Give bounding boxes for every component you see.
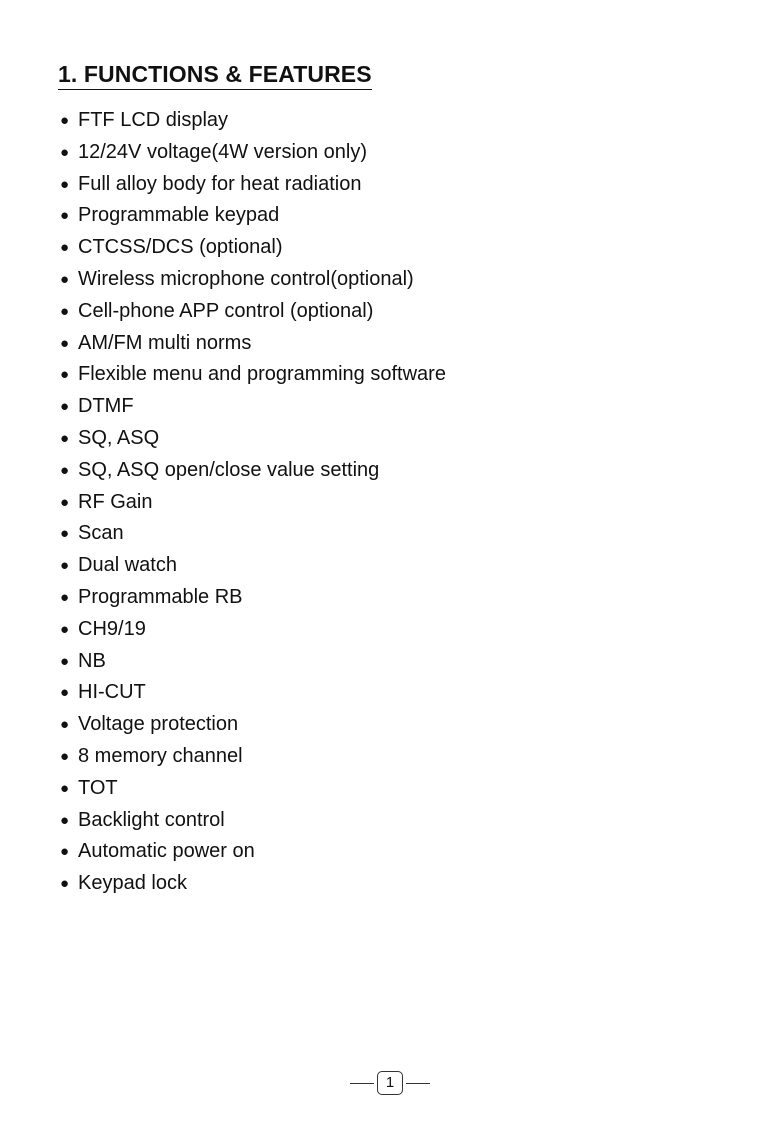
feature-item [60, 518, 446, 550]
feature-text: Voltage protection [78, 713, 239, 736]
feature-item [60, 836, 446, 868]
feature-text: Full alloy body for heat radiation [78, 172, 362, 195]
bullet-icon: ● [60, 366, 70, 384]
feature-item [60, 582, 446, 614]
feature-item [60, 868, 446, 900]
bullet-icon: ● [60, 175, 70, 193]
bullet-icon: ● [60, 779, 70, 797]
feature-item [60, 359, 446, 391]
feature-item [60, 677, 446, 709]
bullet-icon: ● [60, 843, 70, 861]
bullet-icon: ● [60, 493, 70, 511]
feature-item [60, 296, 446, 328]
feature-text: Programmable RB [78, 585, 243, 608]
feature-text: DTMF [78, 395, 134, 418]
bullet-icon: ● [60, 620, 70, 638]
page-number: 1 [377, 1071, 403, 1095]
feature-item [60, 169, 446, 201]
feature-text: NB [78, 649, 106, 672]
feature-text: Dual watch [78, 554, 177, 577]
bullet-icon: ● [60, 302, 70, 320]
bullet-icon: ● [60, 239, 70, 257]
feature-item [60, 709, 446, 741]
feature-list [60, 105, 446, 900]
feature-text: AM/FM multi norms [78, 331, 252, 354]
bullet-icon: ● [60, 207, 70, 225]
bullet-icon: ● [60, 684, 70, 702]
feature-item [60, 646, 446, 678]
feature-text: SQ, ASQ [78, 426, 160, 449]
feature-text: Wireless microphone control(optional) [78, 267, 414, 290]
bullet-icon: ● [60, 429, 70, 447]
feature-item [60, 200, 446, 232]
feature-text: 12/24V voltage(4W version only) [78, 140, 368, 163]
feature-item [60, 550, 446, 582]
bullet-icon: ● [60, 398, 70, 416]
feature-text: CTCSS/DCS (optional) [78, 236, 283, 259]
feature-text: Programmable keypad [78, 204, 280, 227]
page-heading: 1. FUNCTIONS & FEATURES [58, 60, 372, 90]
feature-text: FTF LCD display [78, 109, 229, 131]
feature-item [60, 805, 446, 837]
feature-item [60, 455, 446, 487]
feature-text: CH9/19 [78, 617, 146, 640]
feature-text: Backlight control [78, 808, 225, 831]
bullet-icon: ● [60, 747, 70, 765]
bullet-icon: ● [60, 143, 70, 161]
feature-text: RF Gain [78, 490, 153, 513]
feature-text: Automatic power on [78, 840, 255, 863]
feature-text: SQ, ASQ open/close value setting [78, 458, 380, 481]
feature-item [60, 264, 446, 296]
bullet-icon: ● [60, 270, 70, 288]
feature-text: TOT [78, 776, 118, 799]
feature-item [60, 105, 446, 137]
feature-text: Scan [78, 522, 124, 545]
bullet-icon: ● [60, 716, 70, 734]
bullet-icon: ● [60, 112, 70, 129]
feature-item [60, 137, 446, 169]
feature-text: HI-CUT [78, 681, 146, 704]
bullet-icon: ● [60, 557, 70, 575]
bullet-icon: ● [60, 334, 70, 352]
feature-item [60, 487, 446, 519]
feature-item [60, 328, 446, 360]
page-footer [0, 1070, 780, 1096]
bullet-icon: ● [60, 461, 70, 479]
footer-dash-right [406, 1083, 430, 1084]
feature-item [60, 741, 446, 773]
feature-text: Flexible menu and programming software [78, 363, 446, 386]
bullet-icon: ● [60, 811, 70, 829]
feature-text: Cell-phone APP control (optional) [78, 299, 374, 322]
bullet-icon: ● [60, 875, 70, 893]
bullet-icon: ● [60, 525, 70, 543]
feature-item [60, 614, 446, 646]
feature-text: Keypad lock [78, 872, 187, 895]
footer-dash-left [350, 1083, 374, 1084]
feature-item [60, 773, 446, 805]
feature-item [60, 423, 446, 455]
bullet-icon: ● [60, 652, 70, 670]
feature-item [60, 391, 446, 423]
bullet-icon: ● [60, 588, 70, 606]
feature-item [60, 232, 446, 264]
feature-text: 8 memory channel [78, 744, 243, 767]
